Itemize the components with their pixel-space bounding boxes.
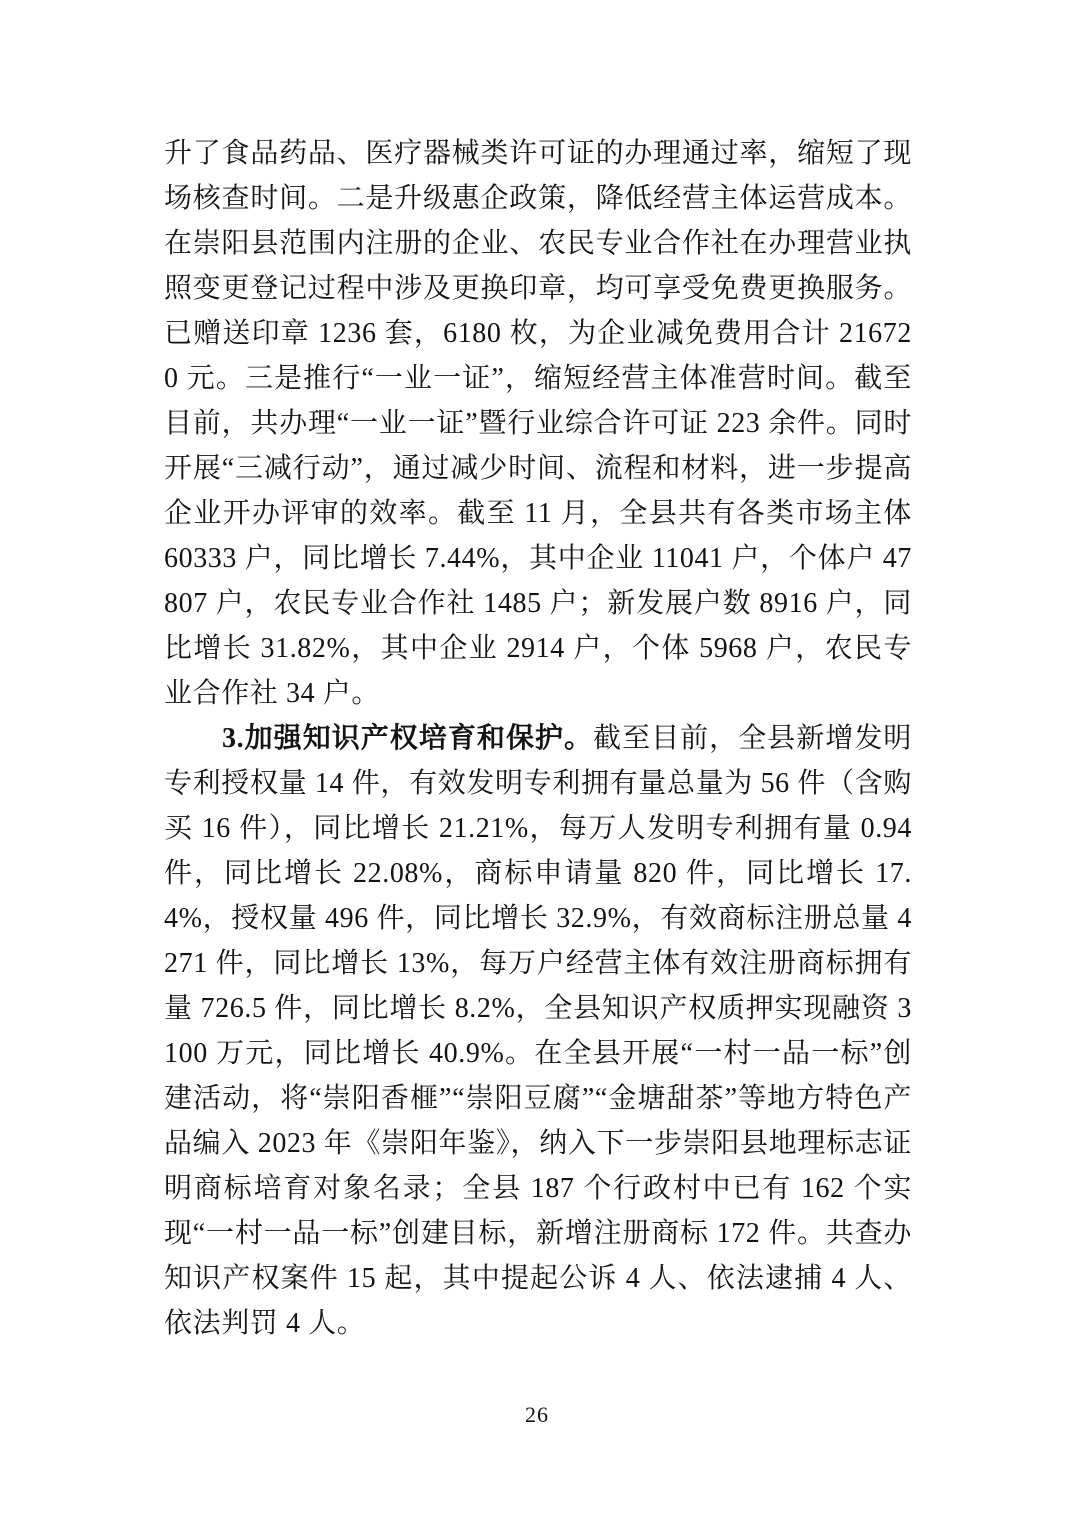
paragraph-item-3-heading: 3.加强知识产权培育和保护。 bbox=[222, 723, 594, 754]
paragraph-item-3 bbox=[164, 716, 912, 1346]
paragraph-continuation bbox=[164, 131, 912, 716]
paragraph-continuation-text: 升了食品药品、医疗器械类许可证的办理通过率，缩短了现场核查时间。二是升级惠企政策，降低经营主体运营成本。在崇阳县范围内注册的企业、农民专业合作社在办理营业执照变更登记过程中涉及更换印章，均可享受免费更换服务。已赠送印章 1236 套，6180 枚，为企业减免费用合计 216720 元。三是推行“一业一证”，缩短经营主体准营时间。截至目前，共办理“一业一证”暨行业综合许可证 223 余件。同时开展“三减行动”，通过减少时间、流程和材料，进一步提高企业开办评审的效率。截至 11 月，全县共有各类市场主体 60333 户，同比增长 7.44%，其中企业 11041 户，个体户 47807 户，农民专业合作社 1485 户；新发展户数 8916 户，同比增长 31.82%，其中企业 2914 户，个体 5968 户，农民专业合作社 34 户。 bbox=[164, 138, 912, 709]
paragraph-item-3-text: 截至目前，全县新增发明专利授权量 14 件，有效发明专利拥有量总量为 56 件（含购买 16 件），同比增长 21.21%，每万人发明专利拥有量 0.94 件，同比增长 22.08%，商标申请量 820 件，同比增长 17.4%，授权量 496 件，同比增长 32.9%，有效商标注册总量 4271 件，同比增长 13%，每万户经营主体有效注册商标拥有量 726.5 件，同比增长 8.2%，全县知识产权质押实现融资 3100 万元，同比增长 40.9%。在全县开展“一村一品一标”创建活动，将“崇阳香榧”“崇阳豆腐”“金塘甜茶”等地方特色产品编入 2023 年《崇阳年鉴》，纳入下一步崇阳县地理标志证明商标培育对象名录；全县 187 个行政村中已有 162 个实现“一村一品一标”创建目标，新增注册商标 172 件。共查办知识产权案件 15 起，其中提起公诉 4 人、依法逮捕 4 人、依法判罚 4 人。 bbox=[164, 723, 912, 1339]
body-text bbox=[164, 131, 912, 1346]
page-number: 26 bbox=[525, 1402, 549, 1427]
